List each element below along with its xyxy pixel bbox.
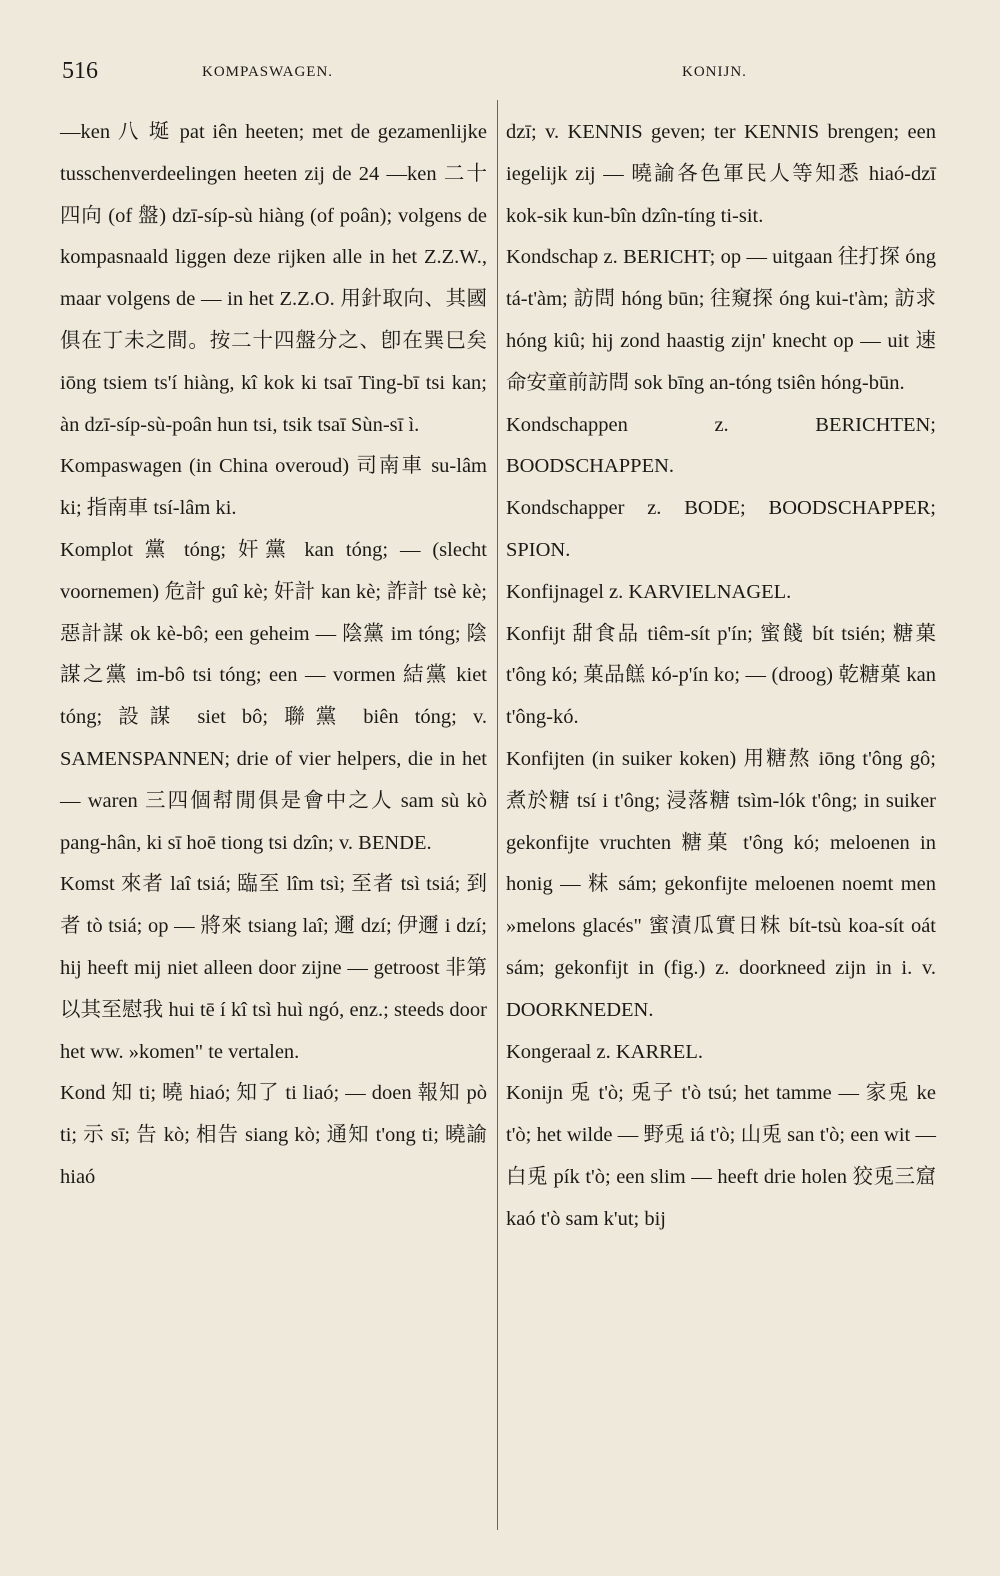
entry-kongeraal: Kongeraal z. KARREL. [506,1040,703,1063]
running-header [62,58,938,92]
entry-konijn: Konijn 兎 t'ò; 兎子 t'ò tsú; het tamme — 家兎 ke t'ò; het wilde — 野兎 iá t'ò; 山兎 san t'ò; een wit — 白兎 pík t'ò; een slim — heeft drie holen 狡兎三窟 kaó t'ò sam k'ut; bij [506,1082,936,1230]
entry-konfijnagel: Konfijnagel z. KARVIELNAGEL. [506,580,792,603]
entry-kondschap: Kondschap z. BERICHT; op — uitgaan 往打探 óng tá-t'àm; 訪問 hóng būn; 往窺探 óng kui-t'àm; 訪求 hóng kiû; hij zond haastig zijn' knecht op — uit 速命安童前訪問 sok bīng an-tóng tsiên hóng-būn. [506,246,936,394]
entry-ken-continuation: —ken 八 埏 pat iên heeten; met de gezamenlijke tusschenverdeelingen heeten zij de 24 —ken 二十四向 (of 盤) dzī-síp-sù hiàng (of poân); volgens de kompasnaald liggen deze rijken alle in het Z.Z.W., maar volgens de — in het Z.Z.O. 用針取向、其國俱在丁未之間。按二十四盤分之、卽在巽巳矣 iōng tsiem ts'í hiàng, kî kok ki tsaī Ting-bī tsi kan; àn dzī-síp-sù-poân hun tsi, tsik tsaī Sùn-sī ì. [60,121,487,436]
entry-kompaswagen: Kompaswagen (in China overoud) 司南車 su-lâm ki; 指南車 tsí-lâm ki. [60,455,487,520]
entry-kond: Kond 知 ti; 曉 hiaó; 知了 ti liaó; — doen 報知 pò ti; 示 sī; 告 kò; 相告 siang kò; 通知 t'ong ti; 曉諭 hiaó [60,1082,487,1188]
left-running-heading: KOMPASWAGEN. [202,64,334,80]
entry-konfijten: Konfijten (in suiker koken) 用糖熬 iōng t'ông gô; 煮於糖 tsí i t'ông; 浸落糖 tsìm-lók t'ông; in suiker gekonfijte vruchten 糖菓 t'ông kó; meloenen in honig — 粖 sám; gekonfijte meloenen noemt men »melons glacés" 蜜漬瓜實日粖 bít-tsù koa-sít oát sám; gekonfijt in (fig.) z. doorkneed zijn in i. v. DOORKNEDEN. [506,747,936,1021]
entry-komst: Komst 來者 laî tsiá; 臨至 lîm tsì; 至者 tsì tsiá; 到者 tò tsiá; op — 將來 tsiang laî; 邇 dzí; 伊邇 i dzí; hij heeft mij niet alleen door zijne — getroost 非第以其至慰我 hui tē í kî tsì huì ngó, enz.; steeds door het ww. »komen" te vertalen. [60,873,487,1063]
column-divider [497,100,498,1530]
page-number: 516 [62,58,98,84]
right-column [506,112,936,1241]
entry-kondschapper: Kondschapper z. BODE; BOODSCHAPPER; SPION. [506,497,936,561]
entry-komplot: Komplot 黨 tóng; 奸黨 kan tóng; — (slecht voornemen) 危計 guî kè; 奸計 kan kè; 詐計 tsè kè; 惡計謀 ok kè-bô; een geheim — 陰黨 im tóng; 陰謀之黨 im-bô tsi tóng; een — vormen 結黨 kiet tóng; 設謀 siet bô; 聯黨 biên tóng; v. SAMENSPANNEN; drie of vier helpers, die in het — waren 三四個幇閒俱是會中之人 sam sù kò pang-hân, ki sī hoē tiong tsi dzîn; v. BENDE. [60,538,487,854]
entry-kond-continuation: dzī; v. KENNIS geven; ter KENNIS brengen; een iegelijk zij — 曉諭各色軍民人等知悉 hiaó-dzī kok-sik kun-bîn dzîn-tíng ti-sit. [506,121,936,227]
entry-konfijt: Konfijt 甜食品 tiêm-sít p'ín; 蜜餞 bít tsién; 糖菓 t'ông kó; 菓品餻 kó-p'ín ko; — (droog) 乾糖菓 kan t'ông-kó. [506,622,936,729]
left-column [60,112,487,1199]
entry-kondschappen: Kondschappen z. BERICHTEN; BOODSCHAPPEN. [506,413,936,478]
right-running-heading: KONIJN. [682,64,747,80]
